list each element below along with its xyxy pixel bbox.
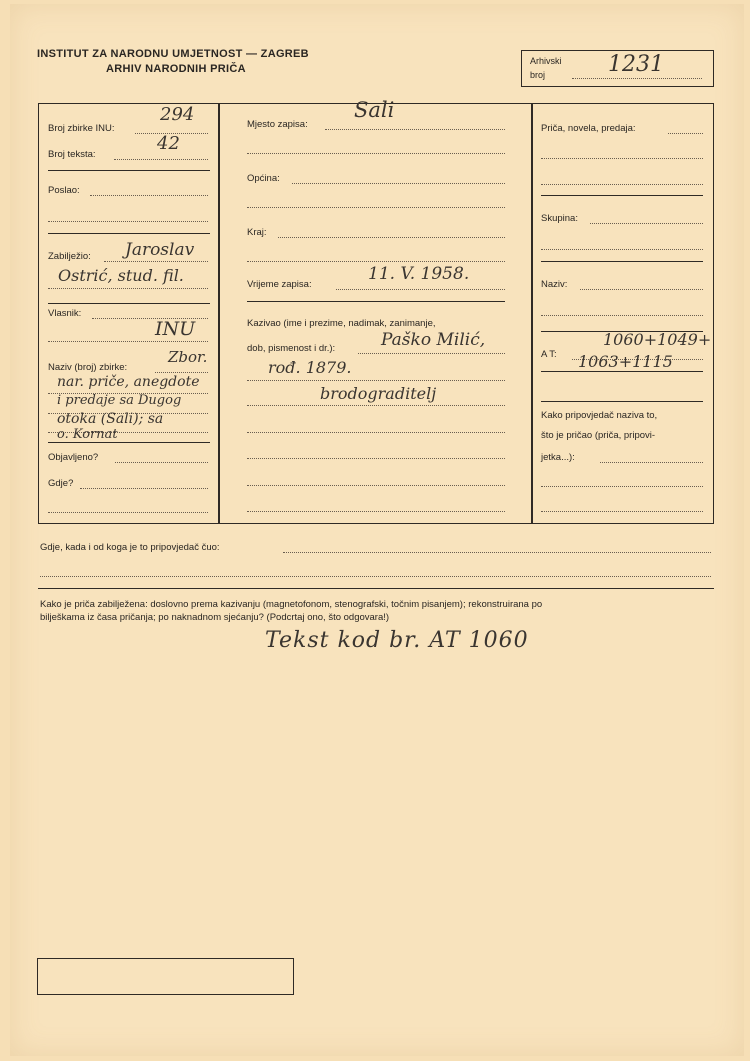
method-text-2: bilješkama iz časa pričanja; po naknadnom sjećanju? (Podcrtaj ono, što odgovara!)	[40, 612, 390, 623]
institute-title: INSTITUT ZA NARODNU UMJETNOST — ZAGREB	[37, 48, 309, 60]
at-value-2: 1063+1115	[578, 352, 673, 371]
collection-number-label: Broj zbirke INU:	[48, 123, 115, 134]
date-value: 11. V. 1958.	[368, 264, 470, 284]
main-form-frame	[38, 103, 714, 524]
narrator-value-3: brodograditelj	[320, 384, 437, 403]
group-label: Skupina:	[541, 213, 578, 224]
genre-label: Priča, novela, predaja:	[541, 123, 636, 134]
narrator-term-label-2: što je pričao (priča, pripovi-	[541, 430, 656, 441]
narrator-term-label-3: jetka...):	[541, 452, 575, 463]
where-label: Gdje?	[48, 478, 74, 489]
method-text-1: Kako je priča zabilježena: doslovno prema kazivanju (magnetofonom, stenografski, točnim pisanjem); rekonstruirana po	[40, 599, 543, 610]
recorded-by-value-2: Ostrić, stud. fil.	[58, 266, 184, 285]
collection-name-value-3: i predaje sa Dugog	[57, 393, 182, 408]
text-number-label: Broj teksta:	[48, 149, 96, 160]
collection-name-value-4: otoka (Sali); sa	[57, 411, 164, 427]
date-label: Vrijeme zapisa:	[247, 279, 312, 290]
owner-value: INU	[155, 318, 196, 340]
recorded-by-value-1: Jaroslav	[125, 240, 195, 260]
text-number-value: 42	[157, 133, 180, 154]
collection-name-value-2: nar. priče, anegdote	[57, 374, 200, 390]
narrator-label-2: dob, pismenost i dr.):	[247, 343, 336, 354]
narrator-value-1: Paško Milić,	[381, 330, 486, 350]
bottom-stamp-box	[37, 958, 294, 995]
archive-number-value: 1231	[608, 52, 664, 77]
at-label: A T:	[541, 349, 557, 360]
archive-number-label-2: broj	[530, 70, 546, 80]
region-label: Kraj:	[247, 227, 267, 238]
place-value: Sali	[354, 98, 395, 122]
narrator-value-2: rođ. 1879.	[268, 358, 352, 377]
at-value-1: 1060+1049+	[603, 330, 712, 349]
narrator-term-label-1: Kako pripovjedač naziva to,	[541, 410, 658, 421]
municipality-label: Općina:	[247, 173, 280, 184]
recorded-by-label: Zabilježio:	[48, 251, 91, 262]
collection-name-label: Naziv (broj) zbirke:	[48, 362, 128, 373]
published-label: Objavljeno?	[48, 452, 99, 463]
collection-name-value-5: o. Kornat	[57, 427, 118, 442]
collection-name-value-1: Zbor.	[168, 348, 208, 366]
owner-label: Vlasnik:	[48, 308, 82, 319]
archive-title: ARHIV NARODNIH PRIČA	[106, 63, 246, 75]
handwritten-note: Tekst kod br. AT 1060	[265, 628, 529, 653]
place-label: Mjesto zapisa:	[247, 119, 308, 130]
sent-by-label: Poslao:	[48, 185, 80, 196]
source-label: Gdje, kada i od koga je to pripovjedač čuo:	[40, 542, 220, 553]
archive-number-label-1: Arhivski	[530, 56, 562, 66]
title-label: Naziv:	[541, 279, 568, 290]
collection-number-value: 294	[160, 104, 195, 125]
narrator-label-1: Kazivao (ime i prezime, nadimak, zanimanje,	[247, 318, 436, 329]
